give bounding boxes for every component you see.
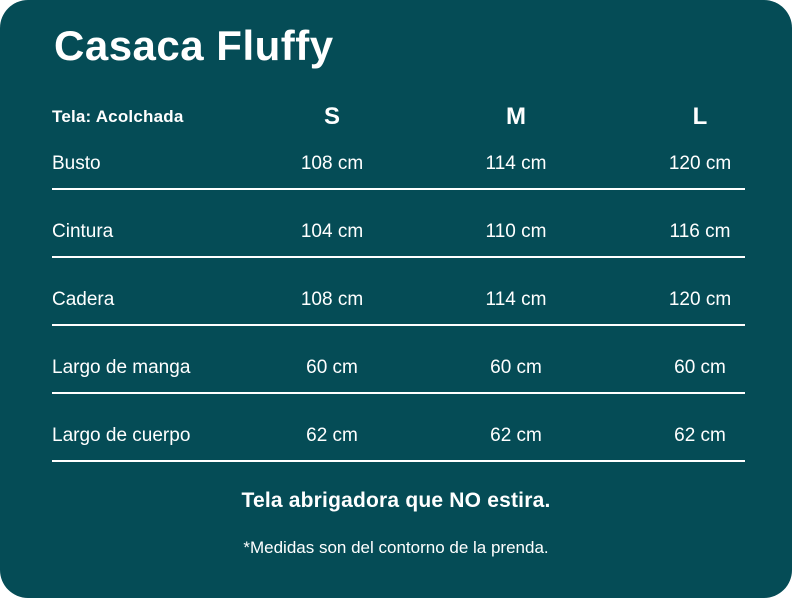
table-row-cadera	[52, 258, 792, 326]
row-value-l: 60 cm	[674, 357, 726, 378]
row-label: Largo de manga	[52, 357, 191, 378]
table-row-largo-de-manga	[52, 326, 792, 394]
row-label: Cadera	[52, 289, 115, 310]
row-value-s: 104 cm	[300, 221, 364, 242]
table-row-busto	[52, 140, 792, 190]
table-row-cintura	[52, 190, 792, 258]
row-value-l: 120 cm	[668, 289, 732, 310]
row-value-m: 60 cm	[490, 357, 542, 378]
measurement-disclaimer: *Medidas son del contorno de la prenda.	[243, 538, 549, 557]
row-value-s: 108 cm	[300, 153, 364, 174]
row-label: Largo de cuerpo	[52, 425, 191, 446]
row-value-l: 116 cm	[669, 221, 731, 242]
row-value-s: 60 cm	[306, 357, 358, 378]
fabric-label: Tela: Acolchada	[52, 106, 184, 126]
row-label: Busto	[52, 153, 101, 174]
size-header-l: L	[692, 102, 708, 130]
fabric-note: Tela abrigadora que NO estira.	[241, 489, 551, 512]
row-value-m: 114 cm	[485, 289, 547, 310]
row-value-l: 62 cm	[674, 425, 726, 446]
row-label: Cintura	[52, 221, 114, 242]
row-value-s: 62 cm	[306, 425, 358, 446]
row-value-s: 108 cm	[300, 289, 364, 310]
size-header-s: S	[323, 102, 340, 130]
size-header-m: M	[506, 102, 526, 130]
size-table	[52, 93, 792, 462]
page-title: Casaca Fluffy	[54, 22, 334, 69]
table-row-largo-de-cuerpo	[52, 394, 792, 462]
row-value-m: 62 cm	[490, 425, 542, 446]
row-value-m: 114 cm	[485, 153, 547, 174]
row-value-l: 120 cm	[668, 153, 732, 174]
row-value-m: 110 cm	[485, 221, 547, 242]
table-header-row	[52, 93, 792, 140]
